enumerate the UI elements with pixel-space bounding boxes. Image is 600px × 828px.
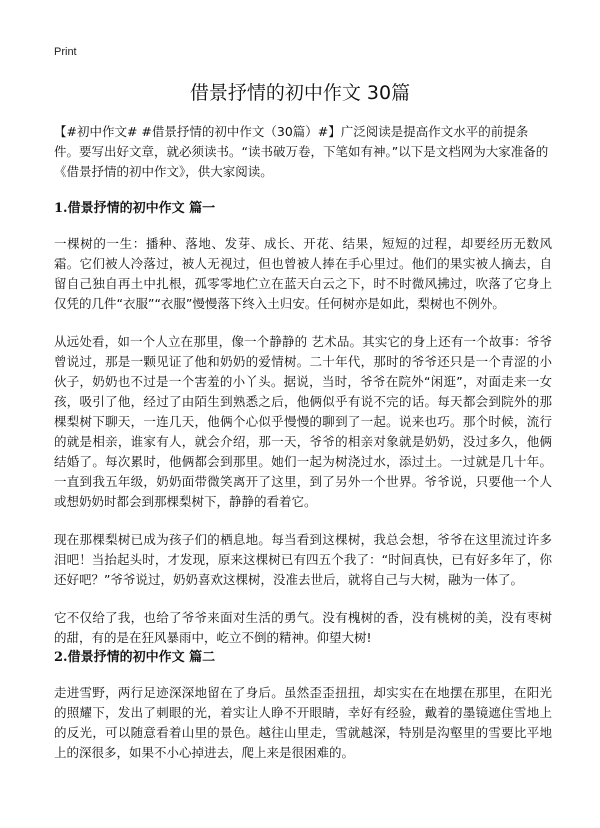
document-body [54,122,552,763]
section-heading: 2.借景抒情的初中作文 篇二 [54,650,216,665]
print-label: Print [54,46,77,58]
section-1 [54,199,552,648]
paragraph: 它不仅给了我，也给了爷爷来面对生活的勇气。没有槐树的香，没有桃树的美，没有枣树的甜，有的是在狂风暴雨中，屹立不倒的精神。仰望大树! [54,610,552,645]
intro-paragraph: 【#初中作文# #借景抒情的初中作文（30篇）#】广泛阅读是提高作文水平的前提条件。要写出好文章，就必须读书。“读书破万卷，下笔如有神。”以下是文档网为大家准备的《借景抒情的初中作文》，供大家阅读。 [54,124,549,179]
paragraph: 现在那棵梨树已成为孩子们的栖息地。每当看到这棵树，我总会想，爷爷在这里流过许多泪吧！当抬起头时，才发现，原来这棵树已有四五个我了：“时间真快，已有好多年了，你还好吧？”爷爷说过，奶奶喜欢这棵树，没准去世后，就将自己与大树，融为一体了。 [54,532,552,587]
paragraph: 从远处看，如一个人立在那里，像一个静静的 艺术品。其实它的身上还有一个故事：爷爷曾说过，那是一颗见证了他和奶奶的爱情树。二十年代，那时的爷爷还只是一个青涩的小伙子，奶奶也不过是一个害羞的小丫头。据说，当时，爷爷在院外“闲逛”，对面走来一女孩，吸引了他，经过了由陌生到熟悉之后，他俩似乎有说不完的话。每天都会到院外的那棵梨树下聊天，一连几天，他俩个心似乎慢慢的聊到了一起。说来也巧。那个时候，流行的就是相亲，谁家有人，就会介绍，那一天，爷爷的相亲对象就是奶奶，没过多久，他俩结婚了。每次累时，他俩都会到那里。她们一起为树浇过水，添过土。一过就是几十年。一直到我五年级，奶奶面带微笑离开了这里，到了另外一个世界。爷爷说，只要他一个人或想奶奶时都会到那棵梨树下，静静的看着它。 [54,334,552,509]
page-title: 借景抒情的初中作文 30篇 [189,82,411,104]
paragraph: 一棵树的一生：播种、落地、发芽、成长、开花、结果，短短的过程，却要经历无数风霜。它们被人冷落过，被人无视过，但也曾被人捧在手心里过。他们的果实被人摘去，自留自己独自再土中扎根，孤零零地伫立在蓝天白云之下，时不时微风拂过，吹落了它身上仅凭的几件“衣服”“衣服”慢慢落下终入土归安。任何树亦是如此，梨树也不例外。 [54,236,552,311]
paragraph: 走进雪野，两行足迹深深地留在了身后。虽然歪歪扭扭，却实实在在地摆在那里，在阳光的照耀下，发出了刺眼的光，着实让人睁不开眼睛，幸好有经验，戴着的墨镜遮住雪地上的反光，可以随意看着山里的景色。越往山里走，雪就越深，特别是沟壑里的雪要比平地上的深很多，如果不小心掉进去，爬上来是很困难的。 [54,685,552,760]
section-2 [54,648,552,763]
section-heading: 1.借景抒情的初中作文 篇一 [54,201,216,216]
